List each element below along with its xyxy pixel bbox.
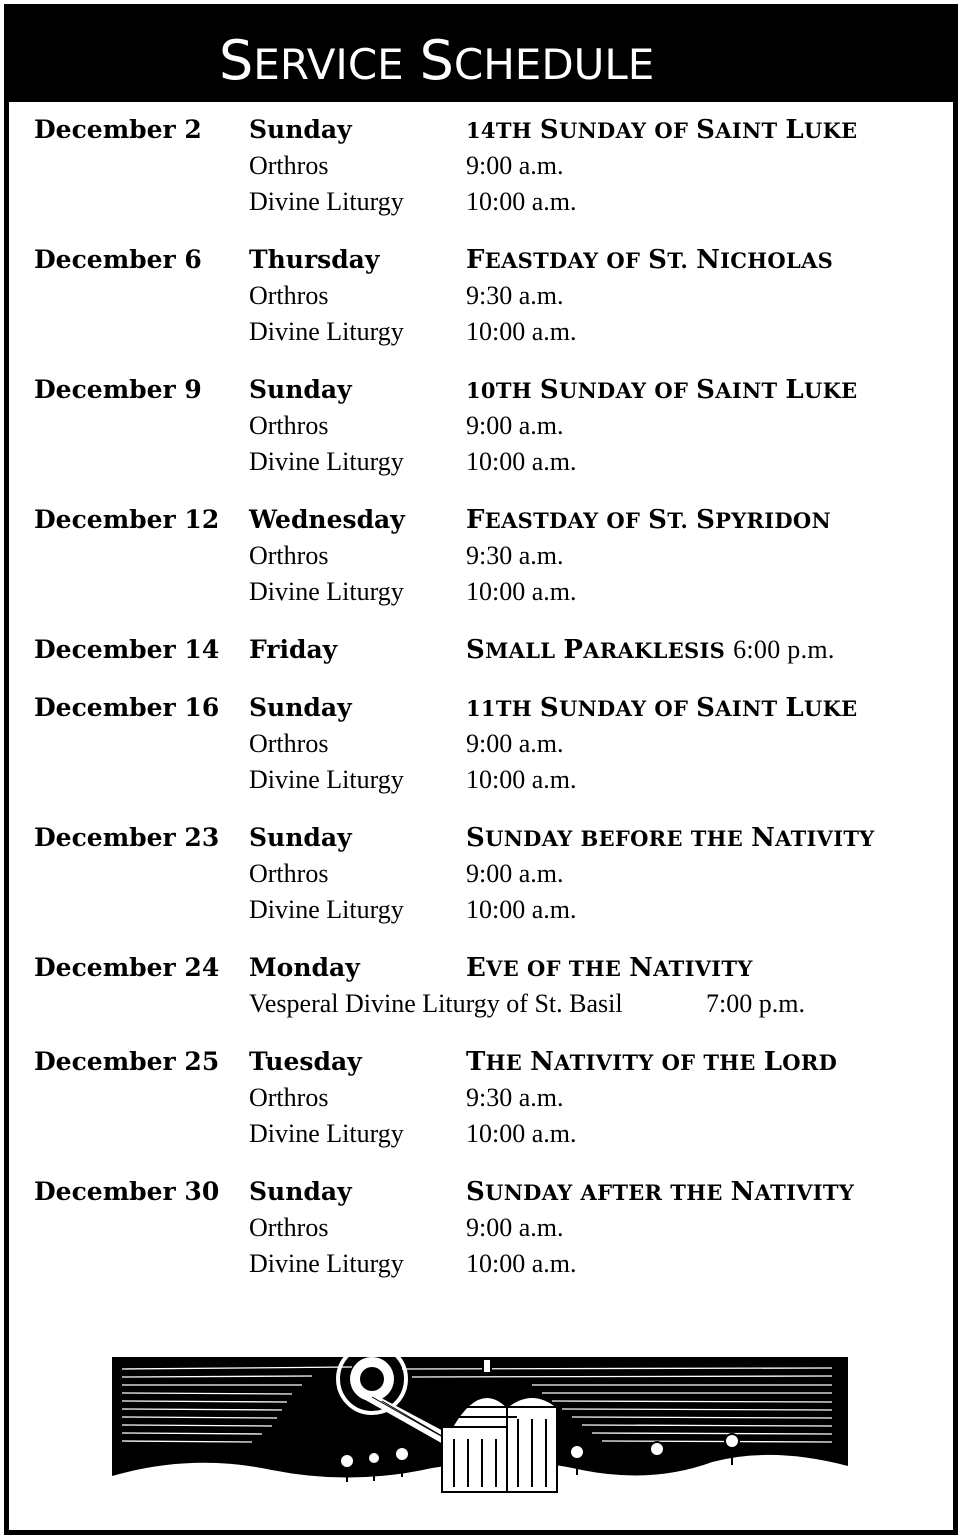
church-landscape-illustration	[112, 1357, 848, 1502]
service-time: 10:00 a.m.	[466, 765, 577, 794]
entry-feast	[466, 820, 875, 857]
entry-date: December 25	[34, 1047, 220, 1076]
service-row	[34, 574, 944, 610]
service-time: 9:00 a.m.	[466, 729, 564, 758]
note-time: 7:00 p.m.	[706, 989, 805, 1018]
entry-day: Sunday	[249, 693, 352, 722]
entry-day: Sunday	[249, 1177, 352, 1206]
entry-date: December 14	[34, 635, 220, 664]
service-row	[34, 762, 944, 798]
service-name: Divine Liturgy	[249, 1119, 404, 1148]
feast-label: 14TH SUNDAY OF SAINT LUKE	[466, 115, 858, 145]
schedule-entry	[34, 502, 944, 610]
service-row	[34, 1116, 944, 1152]
header-bar	[9, 9, 953, 102]
service-row	[34, 1210, 944, 1246]
service-name: Orthros	[249, 411, 329, 440]
entry-day: Monday	[249, 953, 360, 982]
church-landscape-icon	[112, 1357, 848, 1502]
entry-date: December 23	[34, 823, 220, 852]
service-row	[34, 726, 944, 762]
service-time: 9:30 a.m.	[466, 1083, 564, 1112]
schedule-entry	[34, 950, 944, 1022]
service-time: 9:00 a.m.	[466, 411, 564, 440]
feast-time: 6:00 p.m.	[733, 635, 835, 664]
feast-label: FEASTDAY OF ST. SPYRIDON	[466, 505, 831, 535]
service-name: Divine Liturgy	[249, 447, 404, 476]
feast-label: 10TH SUNDAY OF SAINT LUKE	[466, 375, 858, 405]
service-name: Orthros	[249, 1213, 329, 1242]
schedule-entry	[34, 1174, 944, 1282]
entry-header-row	[34, 820, 944, 856]
entry-day: Sunday	[249, 823, 352, 852]
service-row	[34, 314, 944, 350]
schedule-list	[34, 112, 944, 1304]
feast-label: FEASTDAY OF ST. NICHOLAS	[466, 245, 834, 275]
entry-feast	[466, 372, 857, 409]
entry-note-row	[34, 986, 944, 1022]
schedule-entry	[34, 112, 944, 220]
note-text: Vesperal Divine Liturgy of St. Basil	[249, 989, 623, 1018]
service-time: 10:00 a.m.	[466, 577, 577, 606]
entry-header-row	[34, 502, 944, 538]
feast-label: SUNDAY AFTER THE NATIVITY	[466, 1177, 855, 1207]
entry-date: December 30	[34, 1177, 220, 1206]
service-time: 9:00 a.m.	[466, 1213, 564, 1242]
entry-header-row	[34, 632, 944, 668]
entry-date: December 2	[34, 115, 202, 144]
service-name: Orthros	[249, 859, 329, 888]
service-row	[34, 1080, 944, 1116]
entry-date: December 12	[34, 505, 220, 534]
service-name: Divine Liturgy	[249, 895, 404, 924]
schedule-entry	[34, 690, 944, 798]
service-name: Orthros	[249, 729, 329, 758]
service-name: Divine Liturgy	[249, 317, 404, 346]
schedule-entry	[34, 632, 944, 668]
service-time: 10:00 a.m.	[466, 187, 577, 216]
schedule-entry	[34, 372, 944, 480]
service-row	[34, 1246, 944, 1282]
entry-date: December 24	[34, 953, 220, 982]
schedule-entry	[34, 242, 944, 350]
service-time: 10:00 a.m.	[466, 447, 577, 476]
entry-day: Tuesday	[249, 1047, 362, 1076]
service-time: 9:30 a.m.	[466, 281, 564, 310]
entry-header-row	[34, 372, 944, 408]
schedule-entry	[34, 820, 944, 928]
entry-day: Sunday	[249, 375, 352, 404]
feast-label: THE NATIVITY OF THE LORD	[466, 1047, 838, 1077]
entry-header-row	[34, 112, 944, 148]
service-name: Divine Liturgy	[249, 1249, 404, 1278]
service-name: Divine Liturgy	[249, 577, 404, 606]
schedule-page	[4, 4, 958, 1535]
service-row	[34, 408, 944, 444]
service-name: Orthros	[249, 151, 329, 180]
entry-feast	[466, 1174, 854, 1211]
entry-feast	[466, 1044, 837, 1081]
service-row	[34, 444, 944, 480]
entry-feast	[466, 690, 857, 727]
service-name: Orthros	[249, 541, 329, 570]
feast-label: SMALL PARAKLESIS	[466, 635, 726, 665]
service-time: 10:00 a.m.	[466, 1249, 577, 1278]
entry-day: Friday	[249, 635, 338, 664]
entry-feast	[466, 632, 835, 669]
service-row	[34, 278, 944, 314]
service-time: 9:30 a.m.	[466, 541, 564, 570]
entry-feast	[466, 502, 831, 539]
service-name: Orthros	[249, 281, 329, 310]
service-row	[34, 184, 944, 220]
page-title: SERVICE SCHEDULE	[219, 29, 655, 92]
entry-feast	[466, 112, 857, 149]
entry-feast	[466, 242, 833, 279]
service-row	[34, 148, 944, 184]
entry-date: December 9	[34, 375, 202, 404]
feast-label: EVE OF THE NATIVITY	[466, 953, 753, 983]
service-time: 10:00 a.m.	[466, 317, 577, 346]
service-row	[34, 856, 944, 892]
entry-day: Sunday	[249, 115, 352, 144]
service-time: 10:00 a.m.	[466, 1119, 577, 1148]
entry-header-row	[34, 242, 944, 278]
feast-label: 11TH SUNDAY OF SAINT LUKE	[466, 693, 858, 723]
entry-day: Wednesday	[249, 505, 405, 534]
service-row	[34, 538, 944, 574]
entry-date: December 16	[34, 693, 220, 722]
entry-header-row	[34, 1174, 944, 1210]
service-row	[34, 892, 944, 928]
service-name: Divine Liturgy	[249, 765, 404, 794]
schedule-entry	[34, 1044, 944, 1152]
service-name: Divine Liturgy	[249, 187, 404, 216]
feast-label: SUNDAY BEFORE THE NATIVITY	[466, 823, 875, 853]
entry-date: December 6	[34, 245, 202, 274]
entry-day: Thursday	[249, 245, 380, 274]
entry-header-row	[34, 690, 944, 726]
entry-header-row	[34, 950, 944, 986]
entry-feast	[466, 950, 753, 987]
service-time: 10:00 a.m.	[466, 895, 577, 924]
service-time: 9:00 a.m.	[466, 151, 564, 180]
service-name: Orthros	[249, 1083, 329, 1112]
entry-header-row	[34, 1044, 944, 1080]
service-time: 9:00 a.m.	[466, 859, 564, 888]
